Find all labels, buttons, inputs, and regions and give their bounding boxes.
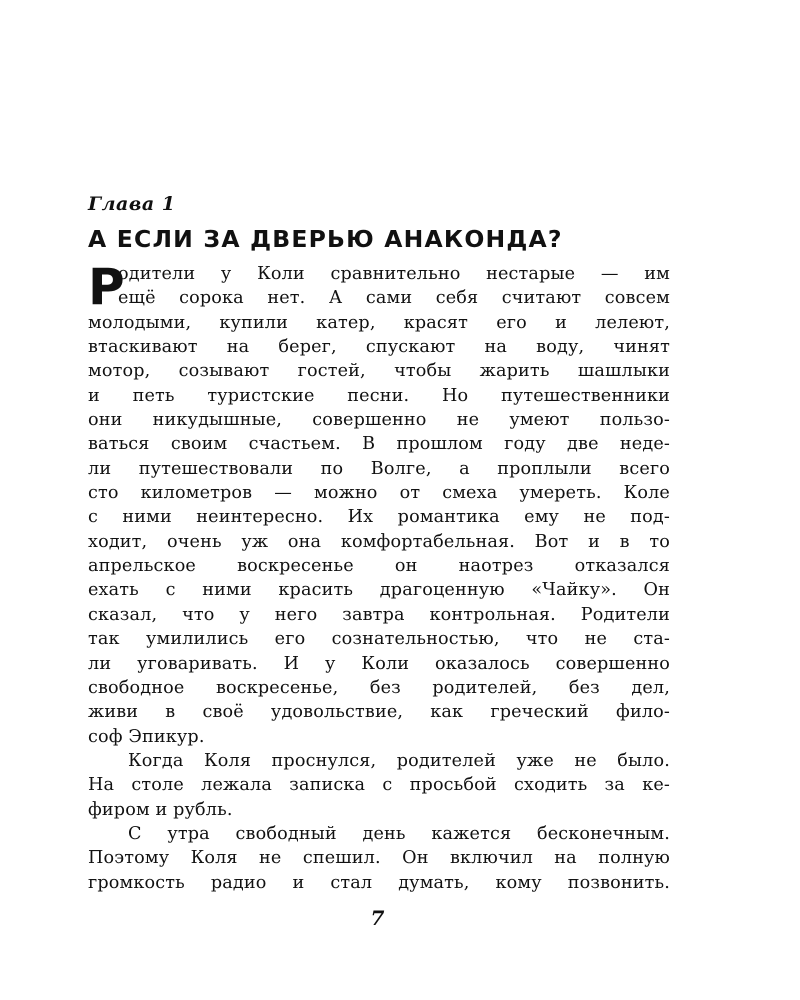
text-line: ещё сорока нет. А сами себя считают совсем [118,288,670,309]
text-line: Поэтому Коля не спешил. Он включил на полную [88,848,670,869]
text-line: и петь туристские песни. Но путешественники [88,385,670,406]
chapter-title: А ЕСЛИ ЗА ДВЕРЬЮ АНАКОНДА? [88,225,563,253]
text-line: молодыми, купили катер, красят его и лелеют, [88,312,670,333]
text-line: фиром и рубль. [88,799,233,820]
text-line: апрельское воскресенье он наотрез отказался [88,556,670,577]
text-line: с ними неинтересно. Их романтика ему не под- [88,507,670,528]
text-line: ходит, очень уж она комфортабельная. Вот и в то [88,531,670,552]
text-line: С утра свободный день кажется бесконечным. [128,823,670,844]
body-text [88,258,670,895]
chapter-label: Глава 1 [88,193,176,215]
text-line: свободное воскресенье, без родителей, без дел, [88,677,670,698]
drop-cap: Р [88,258,125,316]
text-line: Когда Коля проснулся, родителей уже не было. [128,750,670,771]
page-number: 7 [370,906,385,930]
text-line: втаскивают на берег, спускают на воду, чинят [88,337,670,358]
text-line: На столе лежала записка с просьбой сходить за ке- [88,775,670,796]
text-line: ли путешествовали по Волге, а проплыли всего [88,458,670,479]
text-line: ли уговаривать. И у Коли оказалось совершенно [88,653,670,674]
text-line: мотор, созывают гостей, чтобы жарить шашлыки [88,361,670,382]
text-line: ехать с ними красить драгоценную «Чайку». Он [88,580,670,601]
text-line: громкость радио и стал думать, кому позвонить. [88,872,670,893]
text-line: ваться своим счастьем. В прошлом году две неде- [88,434,670,455]
text-line: соф Эпикур. [88,726,205,747]
text-line: сказал, что у него завтра контрольная. Родители [88,604,670,625]
text-line: живи в своё удовольствие, как греческий фило- [88,702,670,723]
text-line: одители у Коли сравнительно нестарые — им [118,264,670,284]
text-line: так умилились его сознательностью, что не ста- [88,629,670,650]
text-line: они никудышные, совершенно не умеют пользо- [88,410,670,431]
text-line: сто километров — можно от смеха умереть. Коле [88,483,670,504]
